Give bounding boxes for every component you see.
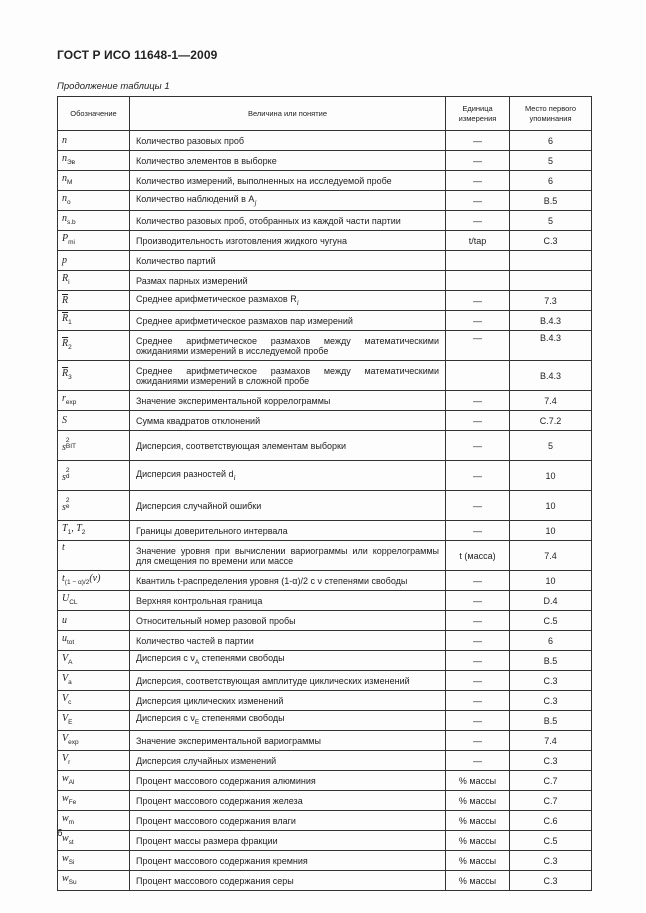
reference-cell: C.3 [510, 231, 592, 251]
description-cell: Среднее арифметическое размахов пар измерений [130, 311, 446, 331]
table-row [58, 491, 592, 521]
unit-cell: — [446, 151, 510, 171]
unit-cell: — [446, 651, 510, 671]
symbol-cell: u [58, 611, 130, 631]
unit-cell: — [446, 711, 510, 731]
reference-cell: 6 [510, 131, 592, 151]
symbol-cell: $n_{Эв}$ [58, 151, 130, 171]
reference-cell: 7.3 [510, 291, 592, 311]
description-cell: Значение уровня при вычислении вариограммы или коррелограммы для смещения по времени или массе [130, 541, 446, 571]
reference-cell [510, 251, 592, 271]
unit-cell: — [446, 211, 510, 231]
reference-cell: C.6 [510, 811, 592, 831]
reference-cell: B.5 [510, 191, 592, 211]
symbol-cell: $V_c$ [58, 691, 130, 711]
description-cell: Количество элементов в выборке [130, 151, 446, 171]
unit-cell: — [446, 461, 510, 491]
symbol-cell: $w_{st}$ [58, 831, 130, 851]
description-cell: Процент массового содержания серы [130, 871, 446, 891]
reference-cell: 10 [510, 521, 592, 541]
unit-cell: — [446, 491, 510, 521]
unit-cell: — [446, 731, 510, 751]
table-row [58, 871, 592, 891]
unit-cell: % массы [446, 771, 510, 791]
description-cell: Количество партий [130, 251, 446, 271]
reference-cell: C.3 [510, 871, 592, 891]
table-row [58, 271, 592, 291]
table-row [58, 851, 592, 871]
table-row [58, 361, 592, 391]
symbol-cell: s 2 d [58, 461, 130, 491]
description-cell: Дисперсия, соответствующая амплитуде циклических изменений [130, 671, 446, 691]
symbol-cell: s 2 e [58, 491, 130, 521]
reference-cell: D.4 [510, 591, 592, 611]
table-row [58, 171, 592, 191]
symbol-cell: t [58, 541, 130, 571]
description-cell: Квантиль t-распределения уровня (1-α)/2 с ν степенями свободы [130, 571, 446, 591]
symbol-cell: $n_o$ [58, 191, 130, 211]
unit-cell: % массы [446, 831, 510, 851]
unit-cell: — [446, 131, 510, 151]
table-row [58, 731, 592, 751]
symbol-cell: $w_{Al}$ [58, 771, 130, 791]
table-row [58, 391, 592, 411]
unit-cell: % массы [446, 811, 510, 831]
table-row [58, 791, 592, 811]
unit-cell: — [446, 191, 510, 211]
table-row [58, 541, 592, 571]
symbol-cell: $u_{tot}$ [58, 631, 130, 651]
symbol-cell: n [58, 131, 130, 151]
unit-cell: — [446, 431, 510, 461]
unit-cell: t/tap [446, 231, 510, 251]
symbol-cell: $t_{(1 - \alpha)/2}(\nu)$ [58, 571, 130, 591]
table-row [58, 651, 592, 671]
table-row [58, 711, 592, 731]
unit-cell: — [446, 391, 510, 411]
description-cell: Среднее арифметическое размахов между математическими ожиданиями измерений в сложной пробе [130, 361, 446, 391]
symbols-table [57, 96, 592, 891]
description-cell: Дисперсия случайной ошибки [130, 491, 446, 521]
description-cell: Среднее арифметическое размахов $R_i$ [130, 291, 446, 311]
symbol-cell: $n_M$ [58, 171, 130, 191]
reference-cell: C.3 [510, 751, 592, 771]
unit-cell: — [446, 521, 510, 541]
table-header-row [58, 97, 592, 131]
symbol-cell: $w_m$ [58, 811, 130, 831]
reference-cell: 7.4 [510, 391, 592, 411]
unit-cell: % массы [446, 791, 510, 811]
reference-cell: B.4.3 [510, 311, 592, 331]
table-row [58, 411, 592, 431]
symbol-cell: $V_{exp}$ [58, 731, 130, 751]
reference-cell: B.5 [510, 651, 592, 671]
reference-cell: B.4.3 [510, 361, 592, 391]
description-cell: Количество наблюдений в $A_j$ [130, 191, 446, 211]
unit-cell [446, 251, 510, 271]
description-cell: Количество разовых проб [130, 131, 446, 151]
table-row [58, 231, 592, 251]
description-cell: Значение экспериментальной коррелограммы [130, 391, 446, 411]
description-cell: Дисперсия случайных изменений [130, 751, 446, 771]
table-row [58, 691, 592, 711]
reference-cell: 5 [510, 151, 592, 171]
symbol-cell: p [58, 251, 130, 271]
table-row [58, 291, 592, 311]
symbol-cell: $w_{Si}$ [58, 851, 130, 871]
table-caption: Продолжение таблицы 1 [57, 81, 170, 92]
table-row [58, 311, 592, 331]
column-header: Место первого упоминания [510, 97, 592, 131]
reference-cell: C.3 [510, 851, 592, 871]
table-row [58, 671, 592, 691]
reference-cell: 6 [510, 171, 592, 191]
description-cell: Процент массы размера фракции [130, 831, 446, 851]
reference-cell: 5 [510, 431, 592, 461]
table-row [58, 211, 592, 231]
description-cell: Сумма квадратов отклонений [130, 411, 446, 431]
reference-cell: B.5 [510, 711, 592, 731]
description-cell: Дисперсия циклических изменений [130, 691, 446, 711]
reference-cell: 6 [510, 631, 592, 651]
reference-cell: C.7 [510, 771, 592, 791]
unit-cell: — [446, 311, 510, 331]
unit-cell: — [446, 691, 510, 711]
symbol-cell: $U_{CL}$ [58, 591, 130, 611]
column-header: Обозначение [58, 97, 130, 131]
unit-cell: % массы [446, 871, 510, 891]
description-cell: Количество разовых проб, отобранных из каждой части партии [130, 211, 446, 231]
symbol-cell: $V_a$ [58, 671, 130, 691]
table-row [58, 461, 592, 491]
column-header: Единица измерения [446, 97, 510, 131]
table-row [58, 331, 592, 361]
table-row [58, 591, 592, 611]
reference-cell: 5 [510, 211, 592, 231]
symbol-cell: $V_A$ [58, 651, 130, 671]
table-row [58, 751, 592, 771]
unit-cell: — [446, 751, 510, 771]
table-row [58, 771, 592, 791]
unit-cell: — [446, 411, 510, 431]
description-cell: Процент массового содержания кремния [130, 851, 446, 871]
description-cell: Границы доверительного интервала [130, 521, 446, 541]
description-cell: Значение экспериментальной вариограммы [130, 731, 446, 751]
table-row [58, 831, 592, 851]
unit-cell: — [446, 171, 510, 191]
symbol-cell: $r_{exp}$ [58, 391, 130, 411]
unit-cell: — [446, 571, 510, 591]
description-cell: Дисперсия с $\nu_E$ степенями свободы [130, 711, 446, 731]
reference-cell: 7.4 [510, 731, 592, 751]
unit-cell [446, 361, 510, 391]
reference-cell: 10 [510, 461, 592, 491]
symbol-cell: $R_i$ [58, 271, 130, 291]
unit-cell: — [446, 611, 510, 631]
table-row [58, 131, 592, 151]
symbol-cell: $T_1$, $T_2$ [58, 521, 130, 541]
description-cell: Дисперсия, соответствующая элементам выборки [130, 431, 446, 461]
description-cell: Процент массового содержания железа [130, 791, 446, 811]
description-cell: Количество частей в партии [130, 631, 446, 651]
symbol-cell: $n_{s.b}$ [58, 211, 130, 231]
reference-cell: C.5 [510, 831, 592, 851]
symbol-cell: s 2 BIT [58, 431, 130, 461]
symbol-cell: $\overline{R}_3$ [58, 361, 130, 391]
symbol-cell: $V_r$ [58, 751, 130, 771]
unit-cell: — [446, 331, 510, 361]
symbol-cell: $\overline{R}_1$ [58, 311, 130, 331]
symbol-cell: $\overline{R}_2$ [58, 331, 130, 361]
description-cell: Относительный номер разовой пробы [130, 611, 446, 631]
unit-cell: t (масса) [446, 541, 510, 571]
page-number: 6 [57, 828, 63, 839]
table-row [58, 151, 592, 171]
reference-cell: C.3 [510, 691, 592, 711]
table-row [58, 811, 592, 831]
table-row [58, 611, 592, 631]
symbol-cell: $V_E$ [58, 711, 130, 731]
table-row [58, 571, 592, 591]
unit-cell: — [446, 631, 510, 651]
reference-cell: 10 [510, 491, 592, 521]
table-row [58, 431, 592, 461]
reference-cell: B.4.3 [510, 331, 592, 361]
document-header: ГОСТ Р ИСО 11648-1—2009 [57, 48, 218, 62]
table-row [58, 251, 592, 271]
reference-cell: 10 [510, 571, 592, 591]
symbol-cell: $w_{Fe}$ [58, 791, 130, 811]
symbol-cell: $\overline{R}$ [58, 291, 130, 311]
table-row [58, 521, 592, 541]
description-cell: Дисперсия с $\nu_A$ степенями свободы [130, 651, 446, 671]
unit-cell: — [446, 671, 510, 691]
description-cell: Процент массового содержания влаги [130, 811, 446, 831]
description-cell: Дисперсия разностей $d_i$ [130, 461, 446, 491]
table-row [58, 631, 592, 651]
table-row [58, 191, 592, 211]
reference-cell: C.7.2 [510, 411, 592, 431]
symbol-cell: S [58, 411, 130, 431]
reference-cell: C.7 [510, 791, 592, 811]
reference-cell: 7.4 [510, 541, 592, 571]
description-cell: Процент массового содержания алюминия [130, 771, 446, 791]
description-cell: Верхняя контрольная граница [130, 591, 446, 611]
description-cell: Производительность изготовления жидкого чугуна [130, 231, 446, 251]
reference-cell: C.3 [510, 671, 592, 691]
reference-cell: C.5 [510, 611, 592, 631]
symbol-cell: $P_{mi}$ [58, 231, 130, 251]
description-cell: Среднее арифметическое размахов между математическими ожиданиями измерений в исследуемой пробе [130, 331, 446, 361]
description-cell: Количество измерений, выполненных на исследуемой пробе [130, 171, 446, 191]
symbol-cell: $w_{Su}$ [58, 871, 130, 891]
reference-cell [510, 271, 592, 291]
description-cell: Размах парных измерений [130, 271, 446, 291]
unit-cell: — [446, 591, 510, 611]
column-header: Величина или понятие [130, 97, 446, 131]
unit-cell: — [446, 291, 510, 311]
unit-cell: % массы [446, 851, 510, 871]
unit-cell [446, 271, 510, 291]
